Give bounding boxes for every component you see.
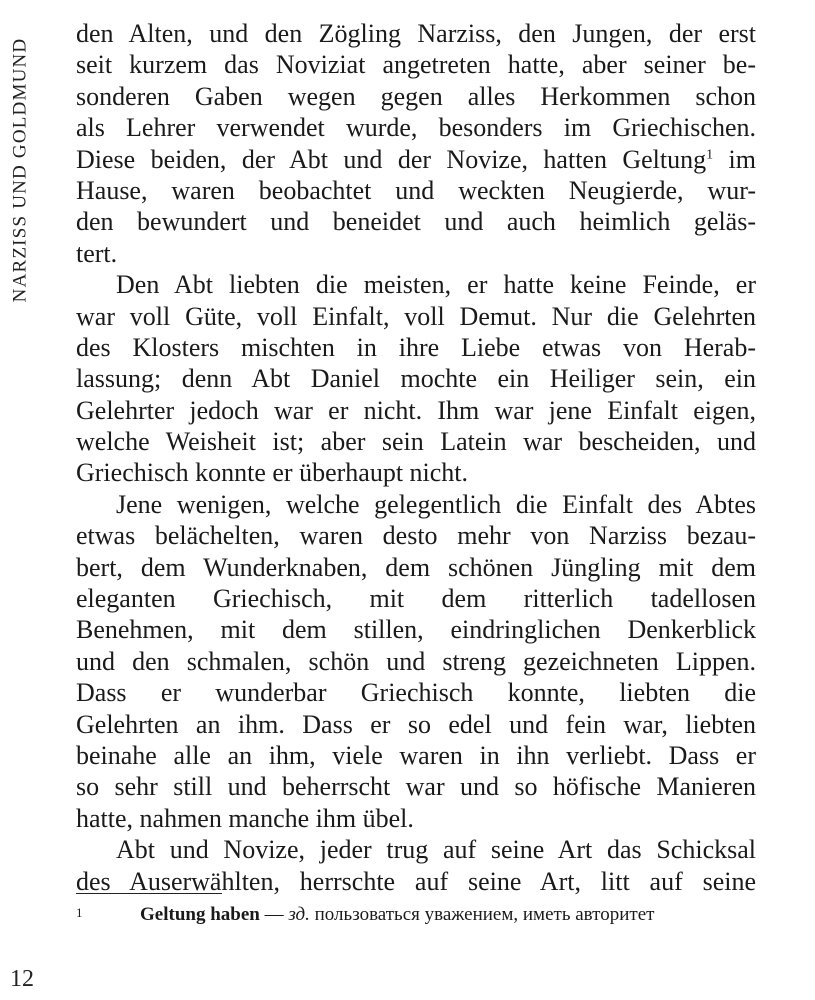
line-text: und den schmalen, schön und streng gezeichneten Lippen.: [76, 646, 756, 676]
text-line: [76, 206, 756, 237]
line-text: Den Abt liebten die meisten, er hatte keine Feinde, er: [116, 270, 756, 300]
line-text: Abt und Novize, jeder trug auf seine Art das Schicksal: [116, 835, 756, 865]
text-line: [76, 583, 756, 614]
text-line: [76, 803, 756, 834]
footnote-term: Geltung haben: [140, 904, 260, 925]
line-text: Dass er wunderbar Griechisch konnte, liebten die: [76, 678, 756, 708]
text-line: [76, 646, 756, 677]
line-text: Gelehrter jedoch war er nicht. Ihm war jene Einfalt eigen,: [76, 395, 756, 425]
text-line: [76, 834, 756, 865]
line-text: den Alten, und den Zögling Narziss, den Jungen, der erst: [76, 19, 756, 48]
line-text: Diese beiden, der Abt und der Novize, hatten Geltung: [76, 144, 707, 174]
text-line: [76, 771, 756, 802]
running-head-text: NARZISS UND GOLDMUND: [9, 37, 30, 303]
line-text: Griechisch konnte er überhaupt nicht.: [76, 458, 469, 488]
text-line: [76, 81, 756, 112]
line-text: bert, dem Wunderknaben, dem schönen Jüngling mit dem: [76, 552, 756, 582]
text-line: [76, 395, 756, 426]
footnote-dash: —: [259, 904, 289, 925]
line-text: welche Weisheit ist; aber sein Latein war bescheiden, und: [76, 427, 756, 457]
text-line: [76, 552, 756, 583]
footnote-divider: [76, 893, 222, 894]
line-text: Benehmen, mit dem stillen, eindringlichen Denkerblick: [76, 615, 756, 645]
line-text: lassung; denn Abt Daniel mochte ein Heiliger sein, ein: [76, 364, 756, 394]
footnote-reference: 1: [706, 146, 714, 162]
line-text: des Klosters mischten in ihre Liebe etwas von Herab-: [76, 332, 756, 362]
line-text: sonderen Gaben wegen gegen alles Herkommen schon: [76, 81, 756, 111]
text-line: [76, 709, 756, 740]
line-text: so sehr still und beherrscht war und so höfische Manieren: [76, 772, 756, 802]
text-line: [76, 520, 756, 551]
line-text: Hause, waren beobachtet und weckten Neugierde, wur-: [76, 175, 756, 205]
text-line: [76, 489, 756, 520]
line-text: Gelehrten an ihm. Dass er so edel und fein war, liebten: [76, 709, 756, 739]
line-text: den bewundert und beneidet und auch heimlich geläs-: [76, 207, 756, 237]
running-head: [4, 20, 36, 320]
line-text: eleganten Griechisch, mit dem ritterlich tadellosen: [76, 584, 756, 614]
footnote: [76, 902, 756, 928]
text-line: [76, 332, 756, 363]
text-line: [76, 740, 756, 771]
text-line: [76, 144, 756, 175]
text-line: [76, 426, 756, 457]
text-line: [76, 18, 756, 49]
line-text: hatte, nahmen manche ihm übel.: [76, 803, 414, 833]
page-number: 12: [10, 966, 34, 992]
text-line: [76, 457, 756, 488]
footnote-abbreviation: зд.: [288, 904, 310, 925]
text-line: [76, 112, 756, 143]
text-line: [76, 614, 756, 645]
line-text: beinahe alle an ihm, viele waren in ihn verliebt. Dass er: [76, 740, 756, 770]
text-line: [76, 238, 756, 269]
text-line: [76, 269, 756, 300]
line-text: Jene wenigen, welche gelegentlich die Einfalt des Abtes: [116, 489, 756, 519]
text-line: [76, 677, 756, 708]
footnote-definition: пользоваться уважением, иметь авторитет: [309, 904, 655, 925]
text-line: [76, 49, 756, 80]
line-text: seit kurzem das Noviziat angetreten hatte, aber seiner be-: [76, 50, 756, 80]
line-text: tert.: [76, 238, 118, 268]
line-text-continued: im: [713, 144, 756, 174]
line-text: war voll Güte, voll Einfalt, voll Demut. Nur die Gelehrten: [76, 301, 756, 331]
body-text: [76, 18, 756, 897]
line-text: als Lehrer verwendet wurde, besonders im Griechischen.: [76, 113, 756, 143]
text-line: [76, 175, 756, 206]
footnote-marker: 1: [76, 905, 83, 920]
text-line: [76, 363, 756, 394]
line-text: des Auserwählten, herrschte auf seine Art, litt auf seine: [76, 866, 756, 896]
text-line: [76, 301, 756, 332]
line-text: etwas belächelten, waren desto mehr von Narziss bezau-: [76, 521, 756, 551]
